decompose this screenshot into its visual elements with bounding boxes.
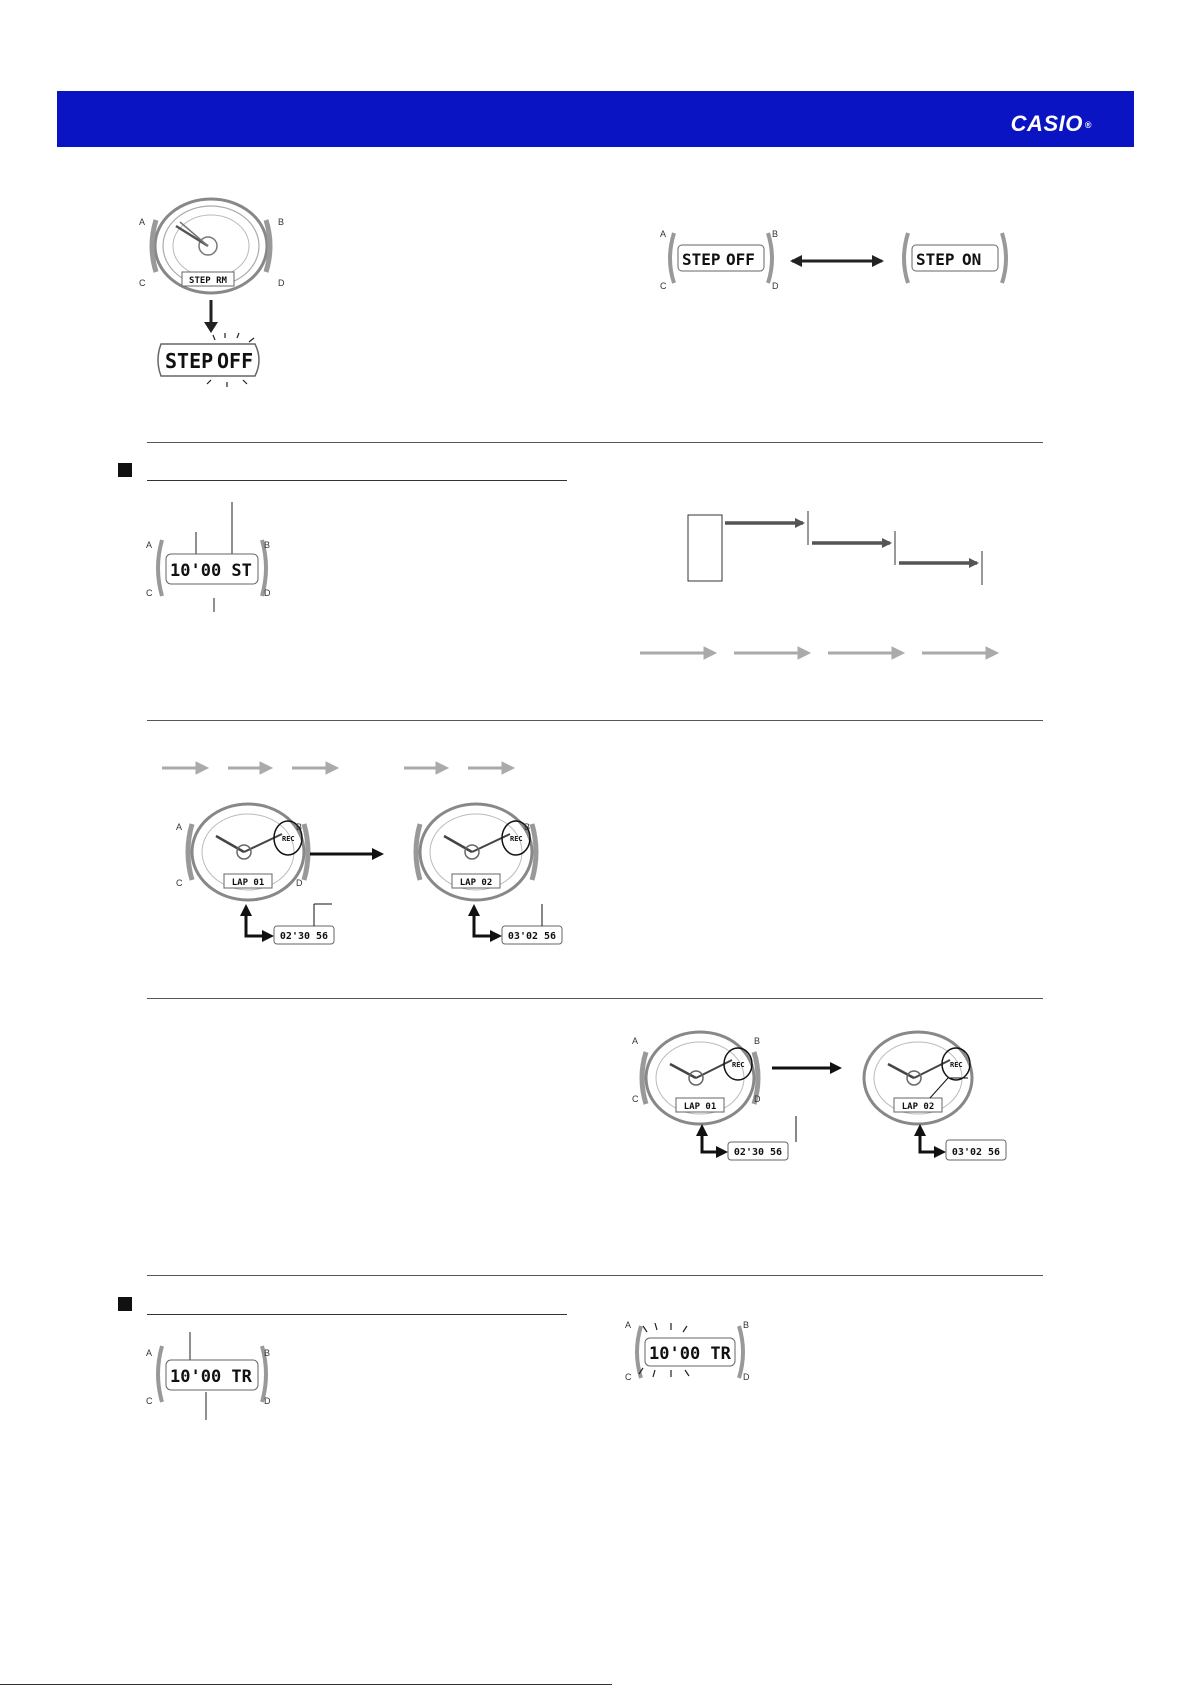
- lap1-left-button-b: B: [296, 822, 303, 832]
- lap-arrow-icon: [310, 848, 384, 860]
- lap2-left-button-a: A: [632, 1036, 639, 1046]
- step-label-large: STEP: [165, 349, 214, 373]
- lap2-left-button-d: D: [754, 1094, 761, 1104]
- tr-button-c: C: [146, 1396, 153, 1406]
- timer-flash-display: 10'00 TR: [649, 1344, 731, 1364]
- lap2-watch-left: [632, 1032, 796, 1160]
- down-arrow-icon: [204, 300, 218, 334]
- lap2-arrow-icon: [772, 1062, 842, 1074]
- toggle-right-value: ON: [962, 250, 982, 269]
- lap-time-left: 02'30 56: [279, 931, 329, 942]
- toggle-button-a: A: [660, 229, 667, 239]
- lap-02-label: LAP 02: [459, 878, 493, 888]
- lap1-left-button-a: A: [176, 822, 183, 832]
- section-marker-timer: [118, 1297, 132, 1311]
- lap-01-label: LAP 01: [231, 878, 265, 888]
- page-header: [57, 91, 1134, 147]
- lap2-time-right: 03'02 56: [951, 1147, 1001, 1158]
- tf-button-b: B: [743, 1320, 750, 1330]
- divider-1: [147, 442, 1043, 443]
- lap1-right-button-b: B: [524, 822, 531, 832]
- rec2-mark-left: REC: [732, 1061, 745, 1069]
- button-b-label: B: [278, 217, 285, 227]
- casio-logo: [1011, 111, 1092, 137]
- lap-time-right: 03'02 56: [507, 931, 557, 942]
- section-heading-line-stopwatch: [147, 480, 567, 481]
- button-d-label: D: [278, 278, 285, 288]
- rec2-mark-right: REC: [950, 1061, 963, 1069]
- tr-button-d: D: [264, 1396, 271, 1406]
- toggle-button-d: D: [772, 281, 779, 291]
- timer-set-display: 10'00 TR: [170, 1367, 252, 1387]
- rec-mark-right: REC: [510, 835, 523, 843]
- sw-button-a: A: [146, 540, 153, 550]
- lap2-left-button-c: C: [632, 1094, 639, 1104]
- lap2-02-label: LAP 02: [901, 1102, 935, 1112]
- toggle-right-step: STEP: [916, 250, 955, 269]
- lap1-left-button-c: C: [176, 878, 183, 888]
- lap2-watch-right: [864, 1032, 1006, 1160]
- toggle-left-value: OFF: [726, 250, 755, 269]
- toggle-button-c: C: [660, 281, 667, 291]
- registered-mark: ®: [1084, 120, 1092, 131]
- section-marker-stopwatch: [118, 463, 132, 477]
- brand-name: CASIO: [1010, 111, 1083, 136]
- section-heading-line-timer: [147, 1314, 567, 1315]
- double-arrow-icon: [790, 255, 884, 267]
- button-c-label: C: [139, 278, 146, 288]
- stopwatch-flow-diagram: [685, 505, 985, 585]
- stopwatch-set-display: 10'00 ST: [170, 561, 252, 581]
- timer-flash-figure: [625, 1316, 755, 1396]
- timer-display-figure: [148, 1332, 278, 1422]
- lap-sequence-figure-2: [632, 1028, 1020, 1168]
- divider-4: [147, 1275, 1043, 1276]
- tf-button-c: C: [625, 1372, 632, 1382]
- rec-mark-left: REC: [282, 835, 295, 843]
- sw-button-d: D: [264, 588, 271, 598]
- grey-arrow-row-1: [640, 644, 1000, 662]
- grey-arrow-row-2: [162, 759, 522, 777]
- tf-button-d: D: [743, 1372, 750, 1382]
- toggle-left-step: STEP: [682, 250, 721, 269]
- stopwatch-display-figure: [148, 500, 278, 615]
- button-a-label: A: [139, 217, 146, 227]
- lap-watch-right: [416, 804, 562, 944]
- tr-button-b: B: [264, 1348, 271, 1358]
- lap1-left-button-d: D: [296, 878, 303, 888]
- off-flashing-value: OFF: [217, 349, 254, 373]
- tr-button-a: A: [146, 1348, 153, 1358]
- step-toggle-figure: [660, 225, 1020, 295]
- lap2-time-left: 02'30 56: [733, 1147, 783, 1158]
- tf-button-a: A: [625, 1320, 632, 1330]
- step-off-detail: [155, 340, 265, 390]
- lap2-left-button-b: B: [754, 1036, 761, 1046]
- lap-sequence-figure-1: [176, 800, 557, 950]
- divider-3: [147, 998, 1043, 999]
- lap-watch-left: [176, 804, 334, 944]
- sw-button-c: C: [146, 588, 153, 598]
- lap2-01-label: LAP 01: [683, 1102, 717, 1112]
- sw-button-b: B: [264, 540, 271, 550]
- toggle-button-b: B: [772, 229, 779, 239]
- divider-2: [147, 720, 1043, 721]
- step-rm-display: STEP RM: [189, 276, 227, 286]
